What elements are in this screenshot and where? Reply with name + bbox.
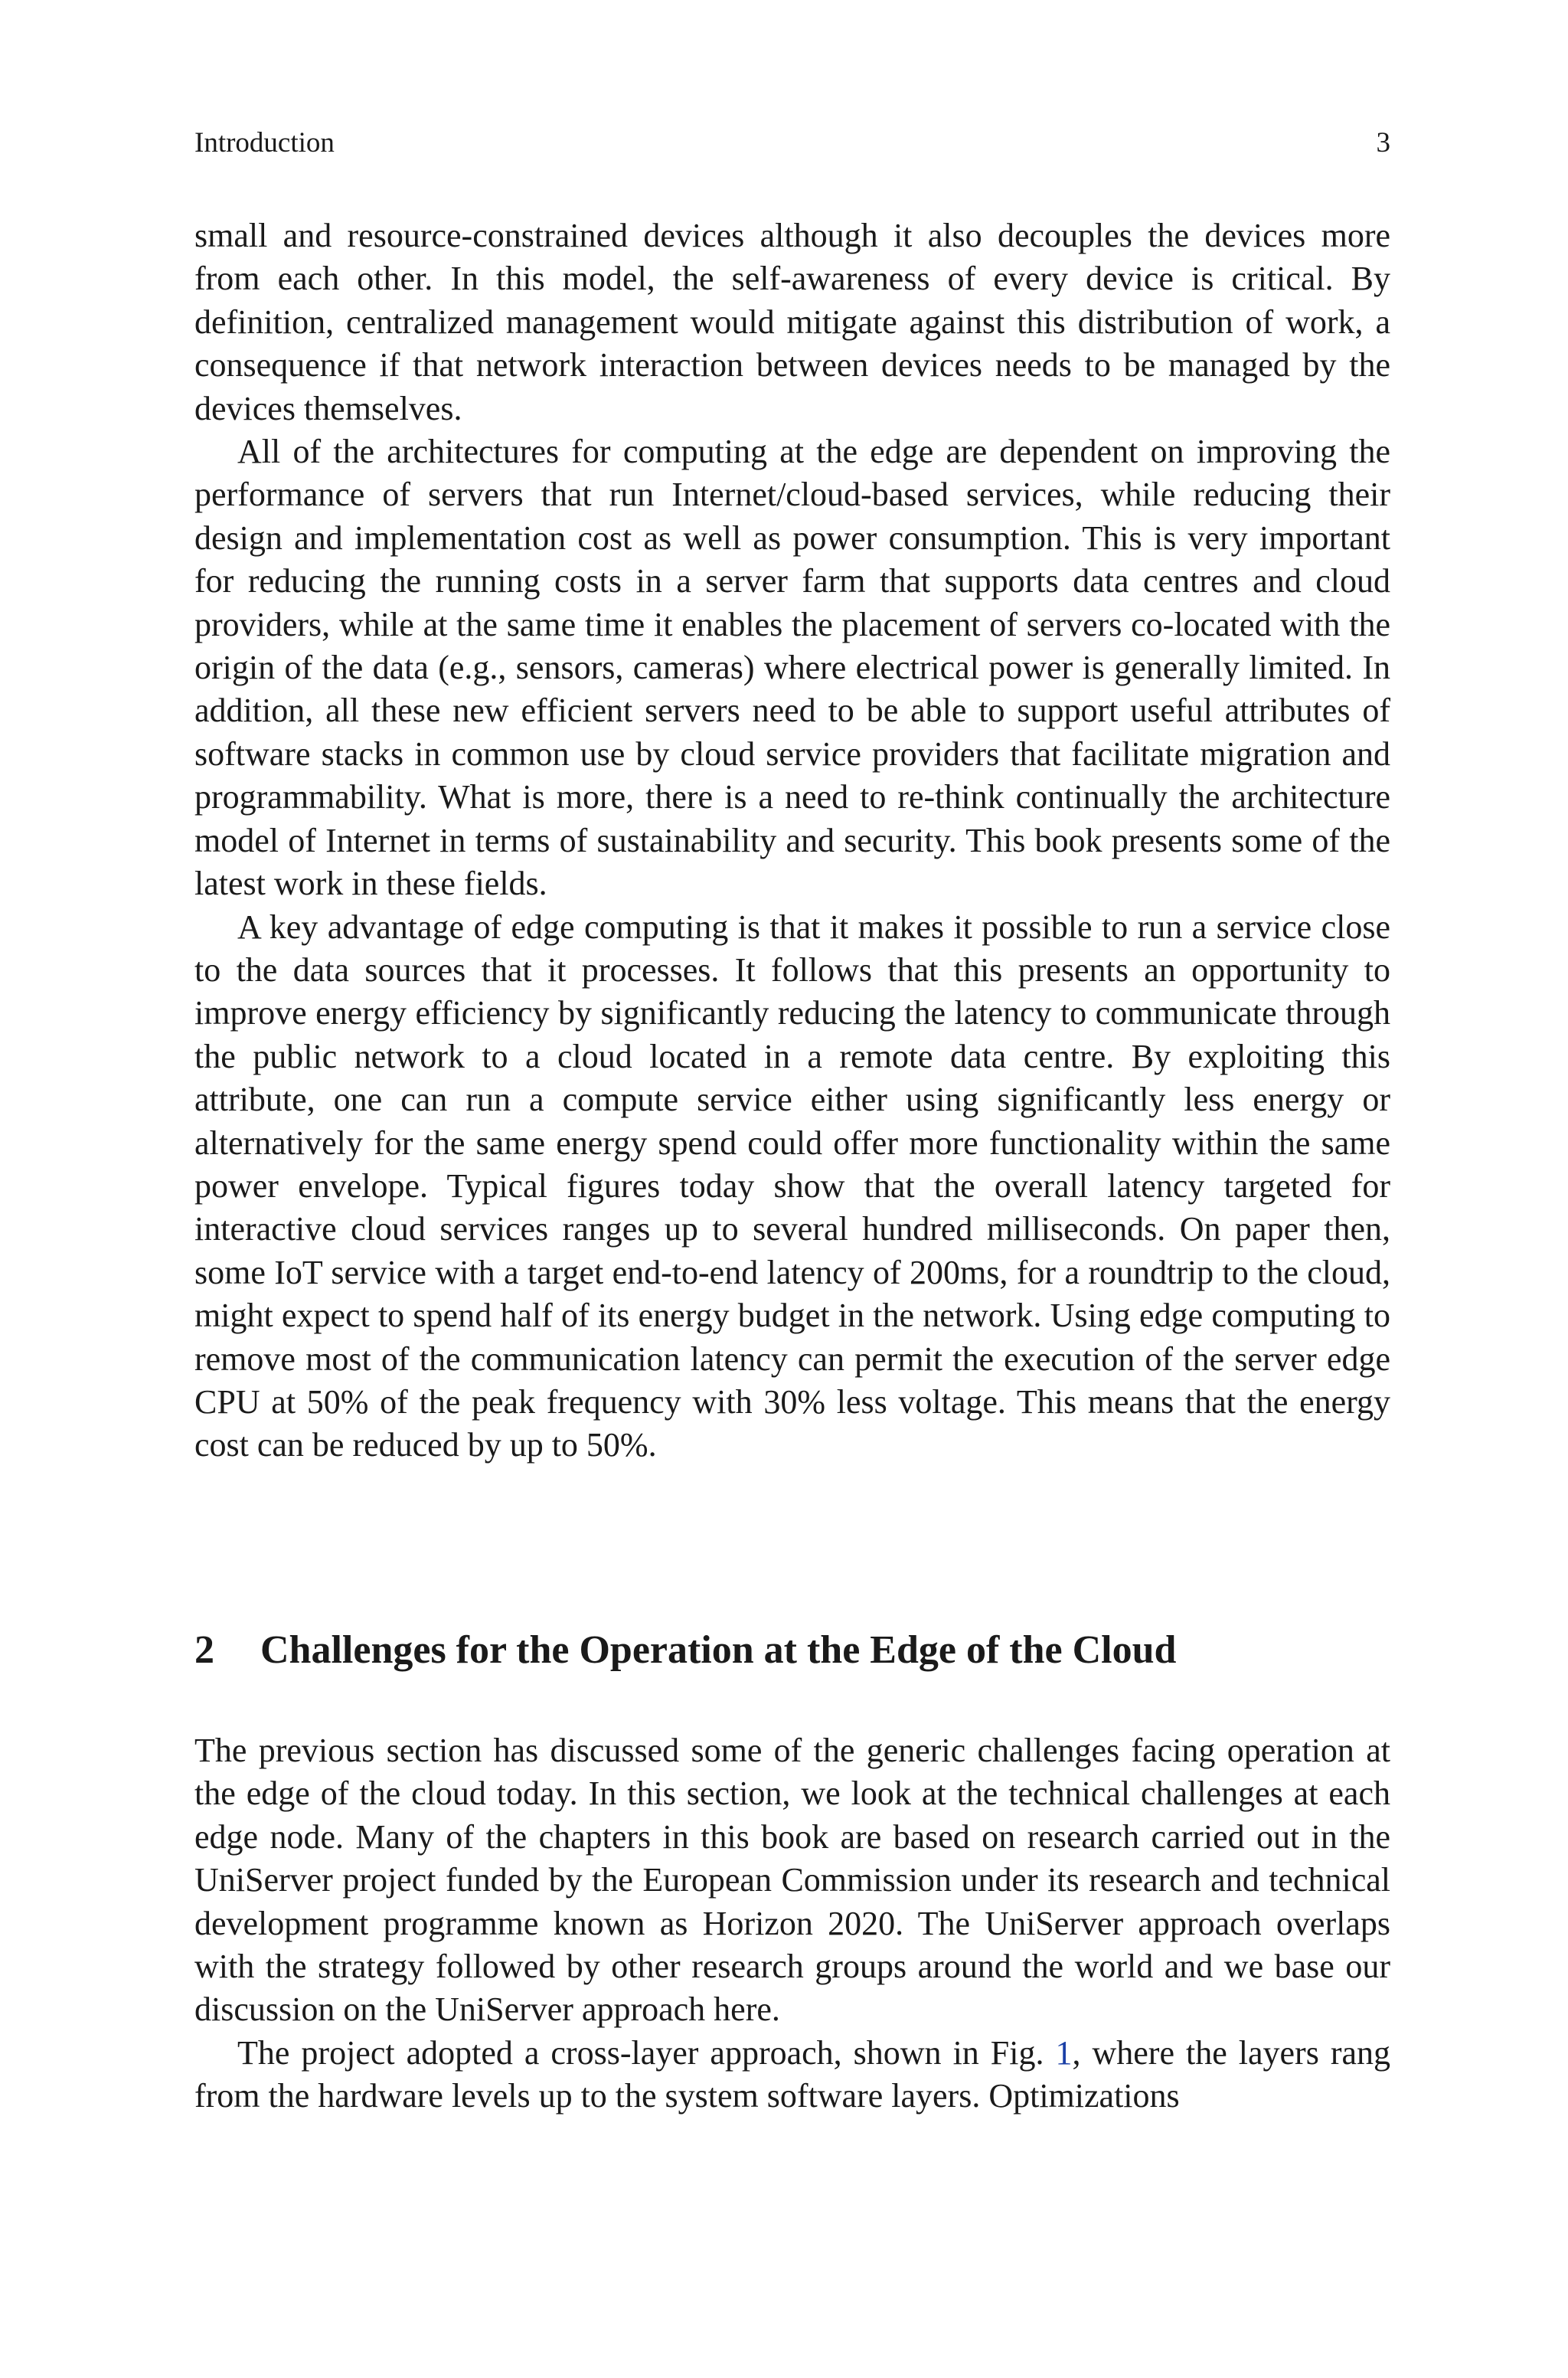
section-paragraph-2-end: , where the layers rang from the hardware levels up to the system software layers. Optimizations [194,2033,1390,2115]
paragraph-1: small and resource-constrained devices although it also decouples the devices more from each other. In this model, the self-awareness of every device is critical. By definition, centralized management would mitigate against this distribution of work, a consequence if that network interaction between devices needs to be managed by the devices themselves. [194,217,1390,427]
section-title [194,1624,1390,1677]
section-number: 2 [194,1628,214,1672]
body-text [194,214,1390,1467]
section-body [194,1729,1390,2118]
figure-1-link[interactable]: 1 [1055,2033,1073,2072]
paragraph-2: All of the architectures for computing at the edge are dependent on improving the performance of servers that run Internet/cloud-based services, while reducing their design and implementation cost as well as power consumption. This is very important for reducing the running costs in a server farm that supports data centres and cloud providers, while at the same time it enables the placement of servers co-located with the origin of the data (e.g., sensors, cameras) where electrical power is generally limited. In addition, all these new efficient servers need to be able to support useful attributes of software stacks in common use by cloud service providers that facilitate migration and programmability. What is more, there is a need to re-think continually the architecture model of Internet in terms of sustainability and security. This book presents some of the latest work in these fields. [194,433,1390,903]
section-paragraph-1: The previous section has discussed some of the generic challenges facing operation at the edge of the cloud today. In this section, we look at the technical challenges at each edge node. Many of the chapters in this book are based on research carried out in the UniServer project funded by the European Commission under its research and technical development programme known as Horizon 2020. The UniServer approach overlaps with the strategy followed by other research groups around the world and we base our discussion on the UniServer approach here. [194,1732,1390,2029]
section-title-text: Challenges for the Operation at the Edge of the Cloud [260,1628,1177,1672]
running-head-chapter: Introduction [194,127,335,159]
section-heading [194,1624,1390,1677]
page-number: 3 [1376,127,1390,159]
paragraph-3: A key advantage of edge computing is that it makes it possible to run a service close to the data sources that it processes. It follows that this presents an opportunity to improve energy efficiency by significantly reducing the latency to communicate through the public network to a cloud located in a remote data centre. By exploiting this attribute, one can run a compute service either using significantly less energy or alternatively for the same energy spend could offer more functionality within the same power envelope. Typical figures today show that the overall latency targeted for interactive cloud services ranges up to several hundred milliseconds. On paper then, some IoT service with a target end-to-end latency of 200ms, for a roundtrip to the cloud, might expect to spend half of its energy budget in the network. Using edge computing to remove most of the communication latency can permit the execution of the server edge CPU at 50% of the peak frequency with 30% less voltage. This means that the energy cost can be reduced by up to 50%. [194,908,1390,1464]
section-paragraph-2 [194,2032,1390,2118]
section-paragraph-2-start: The project adopted a cross-layer approach, shown in Fig. [237,2033,1056,2072]
running-head [194,124,1390,162]
